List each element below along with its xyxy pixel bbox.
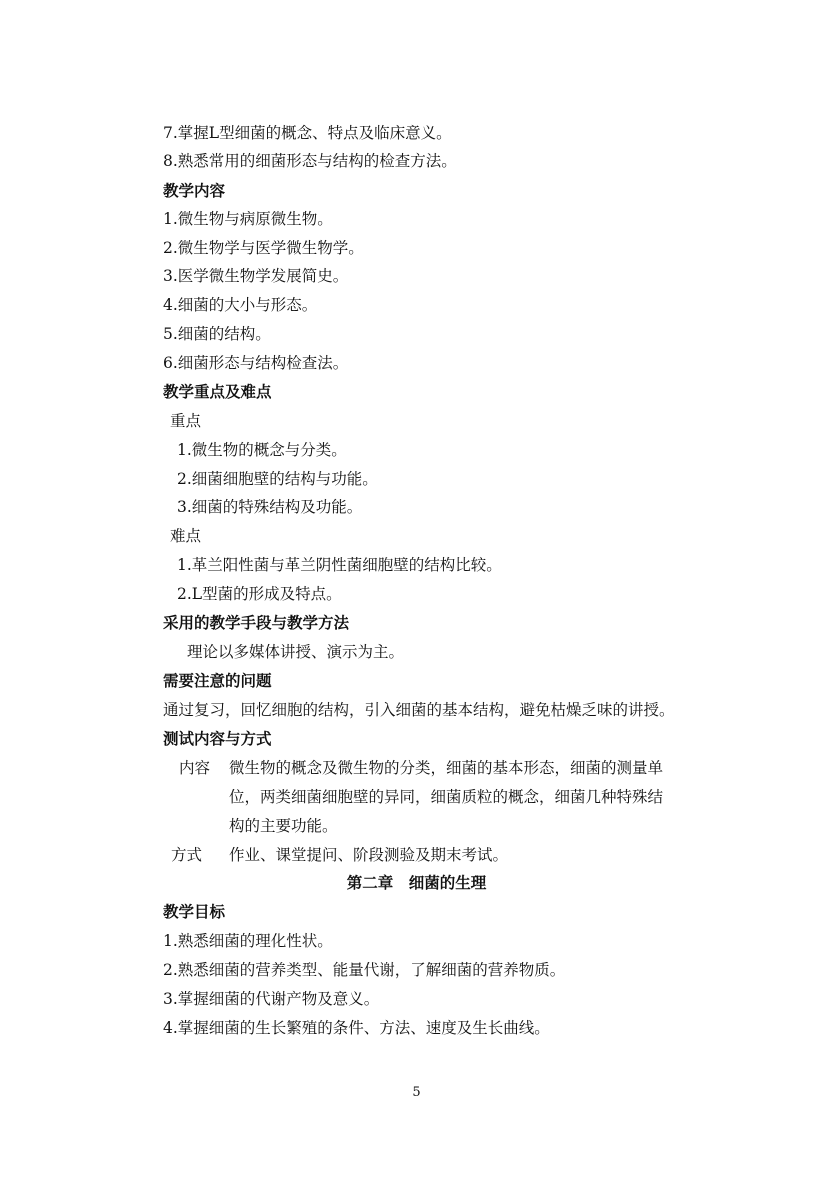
goals-heading: 教学目标 [163, 903, 226, 921]
test-content-line: 微生物的概念及微生物的分类，细菌的基本形态，细菌的测量单 [229, 759, 664, 777]
list-item: 1.微生物的概念与分类。 [177, 441, 347, 459]
test-content-line: 构的主要功能。 [229, 817, 338, 835]
notes-heading: 需要注意的问题 [163, 672, 272, 690]
key-label: 重点 [170, 412, 202, 430]
list-item: 2.熟悉细菌的营养类型、能量代谢，了解细菌的营养物质。 [163, 961, 566, 979]
list-item: 6.细菌形态与结构检查法。 [163, 354, 349, 372]
methods-text: 理论以多媒体讲授、演示为主。 [187, 643, 405, 661]
list-item: 4.细菌的大小与形态。 [163, 296, 318, 314]
methods-heading: 采用的教学手段与教学方法 [163, 614, 350, 632]
notes-text: 通过复习，回忆细胞的结构，引入细菌的基本结构，避免枯燥乏味的讲授。 [163, 701, 675, 719]
list-item: 2.细菌细胞壁的结构与功能。 [177, 470, 378, 488]
list-item: 3.细菌的特殊结构及功能。 [177, 498, 363, 516]
objective-line-7: 7.掌握L型细菌的概念、特点及临床意义。 [163, 124, 452, 142]
test-heading: 测试内容与方式 [163, 730, 272, 748]
objective-line-8: 8.熟悉常用的细菌形态与结构的检查方法。 [163, 152, 457, 170]
list-item: 5.细菌的结构。 [163, 325, 271, 343]
list-item: 1.革兰阳性菌与革兰阴性菌细胞壁的结构比较。 [177, 556, 502, 574]
list-item: 4.掌握细菌的生长繁殖的条件、方法、速度及生长曲线。 [163, 1019, 550, 1037]
key-points-heading: 教学重点及难点 [163, 383, 272, 401]
list-item: 3.医学微生物学发展简史。 [163, 267, 349, 285]
teaching-content-heading: 教学内容 [163, 182, 226, 200]
test-content-label: 内容 [179, 759, 211, 777]
test-method-text: 作业、课堂提问、阶段测验及期末考试。 [229, 846, 509, 864]
list-item: 1.熟悉细菌的理化性状。 [163, 932, 333, 950]
test-method-label: 方式 [171, 846, 203, 864]
test-content-line: 位，两类细菌细胞壁的异同，细菌质粒的概念，细菌几种特殊结 [229, 788, 664, 806]
list-item: 3.掌握细菌的代谢产物及意义。 [163, 990, 380, 1008]
difficult-label: 难点 [170, 527, 202, 545]
list-item: 2.微生物学与医学微生物学。 [163, 239, 364, 257]
list-item: 1.微生物与病原微生物。 [163, 210, 333, 228]
chapter-title: 第二章 细菌的生理 [346, 874, 487, 892]
list-item: 2.L型菌的形成及特点。 [177, 585, 342, 603]
page-number: 5 [412, 1085, 421, 1100]
